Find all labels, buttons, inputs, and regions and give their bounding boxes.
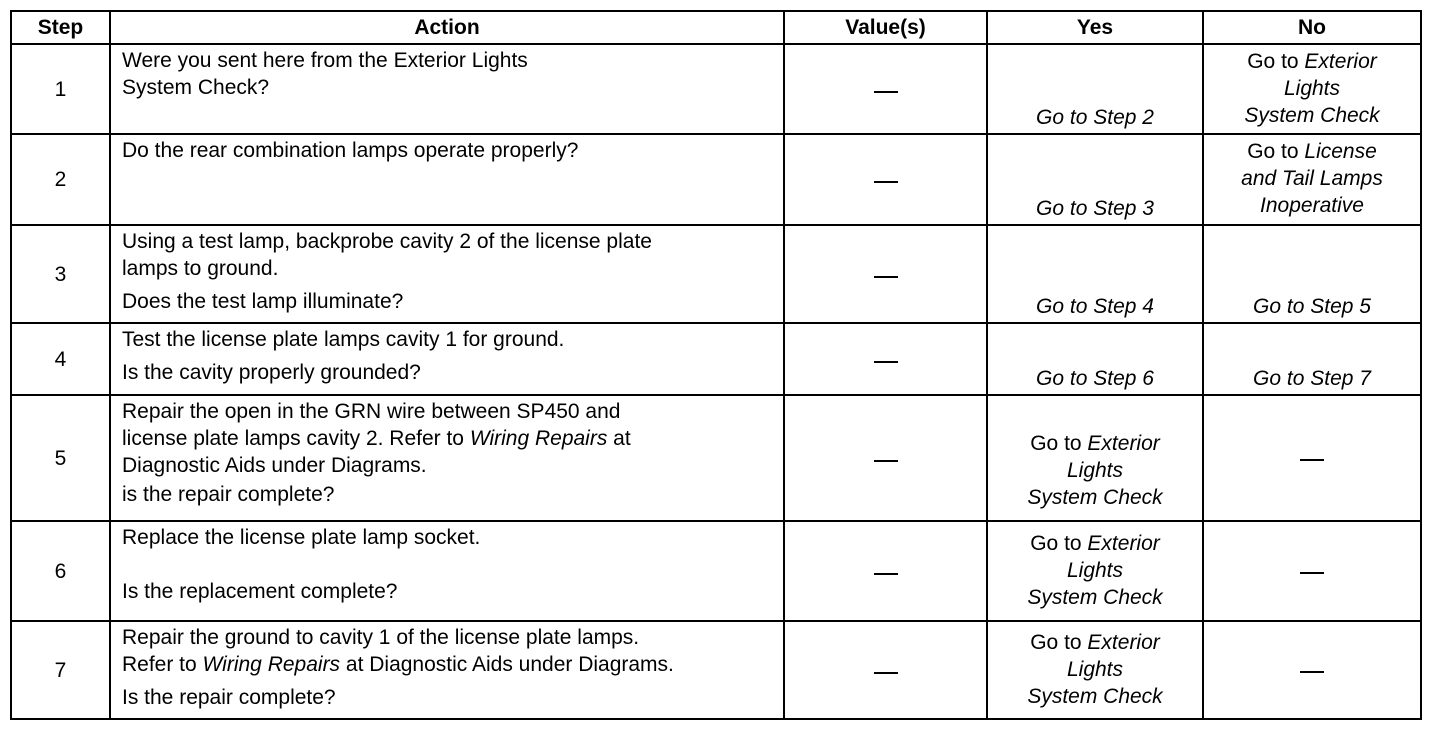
yes-link[interactable]: Exterior: [1087, 531, 1160, 555]
no-link[interactable]: Inoperative: [1260, 194, 1364, 217]
action-text: Repair the open in the GRN wire between SP450 and: [122, 400, 621, 423]
value-cell: [784, 521, 987, 621]
no-cell: [1203, 225, 1421, 323]
header-step: Step: [11, 11, 110, 44]
yes-prefix: Go to: [1030, 531, 1088, 555]
action-cell: [110, 134, 784, 225]
header-no: No: [1203, 11, 1421, 44]
yes-link[interactable]: System Check: [1027, 485, 1163, 509]
value-cell: [784, 44, 987, 134]
table-row: [11, 621, 1421, 719]
action-text: at Diagnostic Aids under Diagrams.: [340, 653, 674, 676]
no-prefix: Go to: [1247, 49, 1305, 73]
yes-cell: [987, 621, 1203, 719]
value-cell: [784, 225, 987, 323]
yes-link[interactable]: Go to Step 6: [1036, 367, 1154, 390]
action-question: is the repair complete?: [122, 483, 335, 506]
no-cell: [1203, 134, 1421, 225]
no-link[interactable]: Go to Step 5: [1253, 295, 1371, 318]
step-number: 1: [11, 44, 110, 134]
no-link[interactable]: System Check: [1244, 103, 1380, 127]
value-dash: [874, 460, 898, 462]
yes-prefix: Go to: [1030, 630, 1088, 654]
action-cell: [110, 621, 784, 719]
table-row: [11, 521, 1421, 621]
action-question: Is the repair complete?: [122, 686, 336, 709]
yes-cell: [987, 134, 1203, 225]
yes-prefix: Go to: [1030, 431, 1088, 455]
action-text: Using a test lamp, backprobe cavity 2 of the license plate: [122, 230, 652, 253]
yes-link[interactable]: Lights: [1066, 458, 1124, 482]
action-text: Do the rear combination lamps operate properly?: [122, 139, 579, 162]
no-link[interactable]: Exterior: [1304, 49, 1377, 73]
value-cell: [784, 134, 987, 225]
yes-cell: [987, 395, 1203, 521]
value-cell: [784, 323, 987, 395]
yes-link[interactable]: System Check: [1027, 684, 1163, 708]
action-text: lamps to ground.: [122, 257, 279, 280]
no-link[interactable]: Lights: [1283, 76, 1341, 100]
yes-link[interactable]: Go to Step 4: [1036, 295, 1154, 318]
yes-link[interactable]: Lights: [1066, 558, 1124, 582]
no-prefix: Go to: [1247, 140, 1305, 163]
step-number: 5: [11, 395, 110, 521]
table-row: [11, 323, 1421, 395]
action-question: Is the replacement complete?: [122, 580, 398, 603]
yes-cell: [987, 323, 1203, 395]
action-question: Is the cavity properly grounded?: [122, 361, 421, 384]
action-text: Repair the ground to cavity 1 of the license plate lamps.: [122, 626, 640, 649]
action-cell: [110, 323, 784, 395]
table-row: [11, 395, 1421, 521]
step-number: 4: [11, 323, 110, 395]
step-number: 2: [11, 134, 110, 225]
action-text: Replace the license plate lamp socket.: [122, 526, 481, 549]
action-cell: [110, 395, 784, 521]
no-cell: [1203, 323, 1421, 395]
value-dash: [874, 181, 898, 183]
table-row: [11, 134, 1421, 225]
yes-cell: [987, 44, 1203, 134]
action-text: Test the license plate lamps cavity 1 for ground.: [122, 328, 565, 351]
yes-link[interactable]: Lights: [1066, 657, 1124, 681]
no-dash: [1300, 459, 1324, 461]
step-number: 7: [11, 621, 110, 719]
value-dash: [874, 573, 898, 575]
diagnostic-table: [10, 10, 1422, 720]
no-dash: [1300, 671, 1324, 673]
value-cell: [784, 621, 987, 719]
value-cell: [784, 395, 987, 521]
yes-cell: [987, 521, 1203, 621]
header-row: [11, 11, 1421, 44]
header-action: Action: [110, 11, 784, 44]
value-dash: [874, 361, 898, 363]
action-text: Diagnostic Aids under Diagrams.: [122, 454, 427, 477]
yes-link[interactable]: System Check: [1027, 585, 1163, 609]
action-text: license plate lamps cavity 2. Refer to: [122, 427, 470, 450]
action-text: Were you sent here from the Exterior Lights: [122, 49, 528, 72]
yes-link[interactable]: Exterior: [1087, 630, 1160, 654]
no-dash: [1300, 572, 1324, 574]
action-text: Refer to: [122, 653, 203, 676]
yes-link[interactable]: Go to Step 2: [1036, 106, 1154, 129]
action-text: System Check?: [122, 76, 270, 99]
no-link[interactable]: Go to Step 7: [1253, 367, 1371, 390]
wiring-repairs-link[interactable]: Wiring Repairs: [202, 653, 341, 676]
action-text: at: [607, 427, 631, 450]
no-cell: [1203, 395, 1421, 521]
no-cell: [1203, 521, 1421, 621]
table-row: [11, 225, 1421, 323]
value-dash: [874, 672, 898, 674]
yes-link[interactable]: Go to Step 3: [1036, 197, 1154, 220]
no-cell: [1203, 44, 1421, 134]
step-number: 3: [11, 225, 110, 323]
action-cell: [110, 521, 784, 621]
table-row: [11, 44, 1421, 134]
action-question: Does the test lamp illuminate?: [122, 290, 404, 313]
no-link[interactable]: and Tail Lamps: [1241, 167, 1383, 190]
yes-cell: [987, 225, 1203, 323]
no-link[interactable]: License: [1304, 140, 1377, 163]
action-cell: [110, 225, 784, 323]
yes-link[interactable]: Exterior: [1087, 431, 1160, 455]
header-yes: Yes: [987, 11, 1203, 44]
header-values: Value(s): [784, 11, 987, 44]
value-dash: [874, 276, 898, 278]
action-cell: [110, 44, 784, 134]
no-cell: [1203, 621, 1421, 719]
step-number: 6: [11, 521, 110, 621]
wiring-repairs-link[interactable]: Wiring Repairs: [469, 427, 608, 450]
value-dash: [874, 91, 898, 93]
